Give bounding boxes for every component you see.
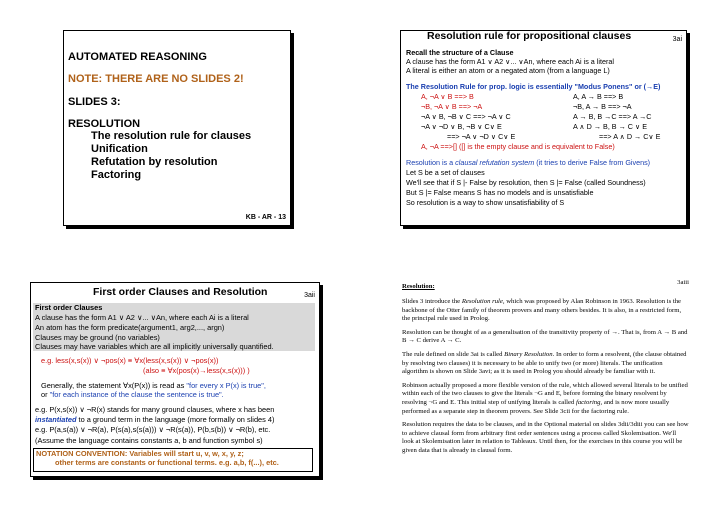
body-text: But S |= False means S has no models and is unsatisfiable (406, 188, 594, 197)
section-heading: First order Clauses (35, 303, 103, 312)
body-text: instantiated to a ground term in the language (more formally on slides 4) (35, 415, 275, 424)
topic-item: The resolution rule for clauses (91, 130, 252, 142)
body-text: We'll see that if S |- False by resolution, then S |= False (called Soundness) (406, 178, 646, 187)
body-text: Generally, the statement ∀x(P(x)) is read as "for every x P(x) is true", (41, 381, 266, 390)
refutation-text: Resolution is a clausal refutation system (it tries to derive False from Givens) (406, 158, 651, 167)
note-text: NOTE: THERE ARE NO SLIDES 2! (68, 73, 244, 85)
body-text: So resolution is a way to show unsatisfiability of S (406, 198, 565, 207)
slide-tag: 3aii (304, 292, 315, 299)
title-slide (63, 30, 291, 226)
example-implication: A ∧ D → B, B → C ∨ E (573, 122, 648, 131)
empty-clause-example: A, ¬A ==>[] ([] is the empty clause and is equivalent to False) (421, 142, 615, 151)
resolution-rule-slide (400, 30, 687, 226)
example-formula: (also ≡ ∀x(pos(x)→less(x,s(x))) ) (143, 366, 250, 375)
topic-item: Unification (91, 143, 148, 155)
example-formula: e.g. less(x,s(x)) ∨ ¬pos(x) ≡ ∀x(less(x,s(x)) ∨ ¬pos(x)) (41, 356, 219, 365)
example-clausal: ¬A ∨ ¬D ∨ B, ¬B ∨ C∨ E (421, 122, 502, 131)
recall-heading: Recall the structure of a Clause (406, 48, 514, 57)
notes-tag: 3aiii (677, 279, 689, 286)
body-text: A clause has the form A1 ∨ A2 ∨... ∨An, where each Ai is a literal (35, 313, 249, 322)
slides-label: SLIDES 3: (68, 96, 121, 108)
example-clausal: ¬B, ¬A ∨ B ==> ¬A (421, 102, 483, 111)
notes-page (402, 281, 689, 461)
topic-item: Refutation by resolution (91, 156, 218, 168)
notation-text: NOTATION CONVENTION: Variables will start u, v, w, x, y, z; (36, 449, 244, 458)
body-text: Let S be a set of clauses (406, 168, 485, 177)
recall-text: A literal is either an atom or a negated atom (from a language L) (406, 66, 610, 75)
body-text: e.g. P(a,s(a)) ∨ ¬R(a), P(s(a),s(s(a))) ∨ ¬R(s(a)), P(b,s(b)) ∨ ¬R(b), etc. (35, 425, 271, 434)
rule-heading: The Resolution Rule for prop. logic is essentially "Modus Ponens" or (→E) (406, 82, 661, 91)
body-text: Clauses may be ground (no variables) (35, 333, 160, 342)
notes-paragraph: Resolution requires the data to be clauses, and in the Optional material on slides 3dii/3diii you can see how to achieve clausal form from arbitrary first order sentences using a process called Skolemisation. We'll look at Skolemisation later in relation to Tableaux. Until then, for the exercises in this course you will be given data that is already in clausal form. (402, 421, 689, 454)
recall-text: A clause has the form A1 ∨ A2 ∨... ∨An, where each Ai is a literal (406, 57, 614, 66)
example-implication: A, A → B ==> B (573, 92, 624, 101)
notation-text: other terms are constants or functional terms. e.g. a,b, f(...), etc. (55, 458, 279, 467)
slide-title: First order Clauses and Resolution (93, 286, 268, 298)
notes-heading: Resolution: (402, 283, 435, 290)
body-text: e.g. P(x,s(x)) ∨ ¬R(x) stands for many ground clauses, where x has been (35, 405, 275, 414)
notes-paragraph: Robinson actually proposed a more flexible version of the rule, which allowed several literals to be unified within each of the two clauses to give the literals ¬G and E, before forming the binary resolvent by resolving ¬G and E. This initial step of unifying literals is called factoring, and is now more usually performed as a separate step in theorem provers. See Slide 3cii for the factoring rule. (402, 381, 688, 415)
body-text: or "for each instance of the clause the sentence is true". (41, 390, 224, 399)
topic-heading: RESOLUTION (68, 118, 141, 130)
notes-paragraph: Slides 3 introduce the Resolution rule, which was proposed by Alan Robinson in 1963. Resolution is the backbone of the Otter family of theorem provers and many others besides. It is also, in a restricted form, the principal rule used in Prolog. (402, 298, 682, 323)
body-text: Clauses may have variables which are all implicitly universally quantified. (35, 342, 274, 351)
example-clausal: ¬A ∨ B, ¬B ∨ C ==> ¬A ∨ C (421, 112, 511, 121)
slide-title: Resolution rule for propositional clauses (427, 30, 632, 42)
example-clausal: ==> ¬A ∨ ¬D ∨ C∨ E (447, 132, 516, 141)
notes-paragraph: The rule defined on slide 3ai is called Binary Resolution. In order to form a resolvent, (the clause obtained by resolving two clauses) it is necessary to be able to unify two (or more) literals. The unification algorithm is shown on Slide 3avi; as it is used in Prolog you should already be familiar with it. (402, 350, 687, 376)
example-clausal: A, ¬A ∨ B ==> B (421, 92, 474, 101)
example-implication: ¬B, A → B ==> ¬A (573, 102, 632, 111)
notes-paragraph: Resolution can be thought of as a generalisation of the transitivity property of →. That is, from A → B and B → C derive A → C. (402, 328, 688, 345)
body-text: An atom has the form predicate(argument1, arg2,..., argn) (35, 323, 225, 332)
body-text: (Assume the language contains constants a, b and function symbol s) (35, 436, 263, 445)
topic-item: Factoring (91, 169, 142, 181)
slide-tag: 3ai (672, 36, 682, 43)
slide-code: KB - AR - 13 (245, 214, 286, 221)
course-title: AUTOMATED REASONING (68, 51, 207, 63)
first-order-clauses-slide (30, 282, 320, 477)
example-implication: A → B, B →C ==> A →C (573, 112, 652, 121)
example-implication: ==> A ∧ D → C∨ E (599, 132, 661, 141)
